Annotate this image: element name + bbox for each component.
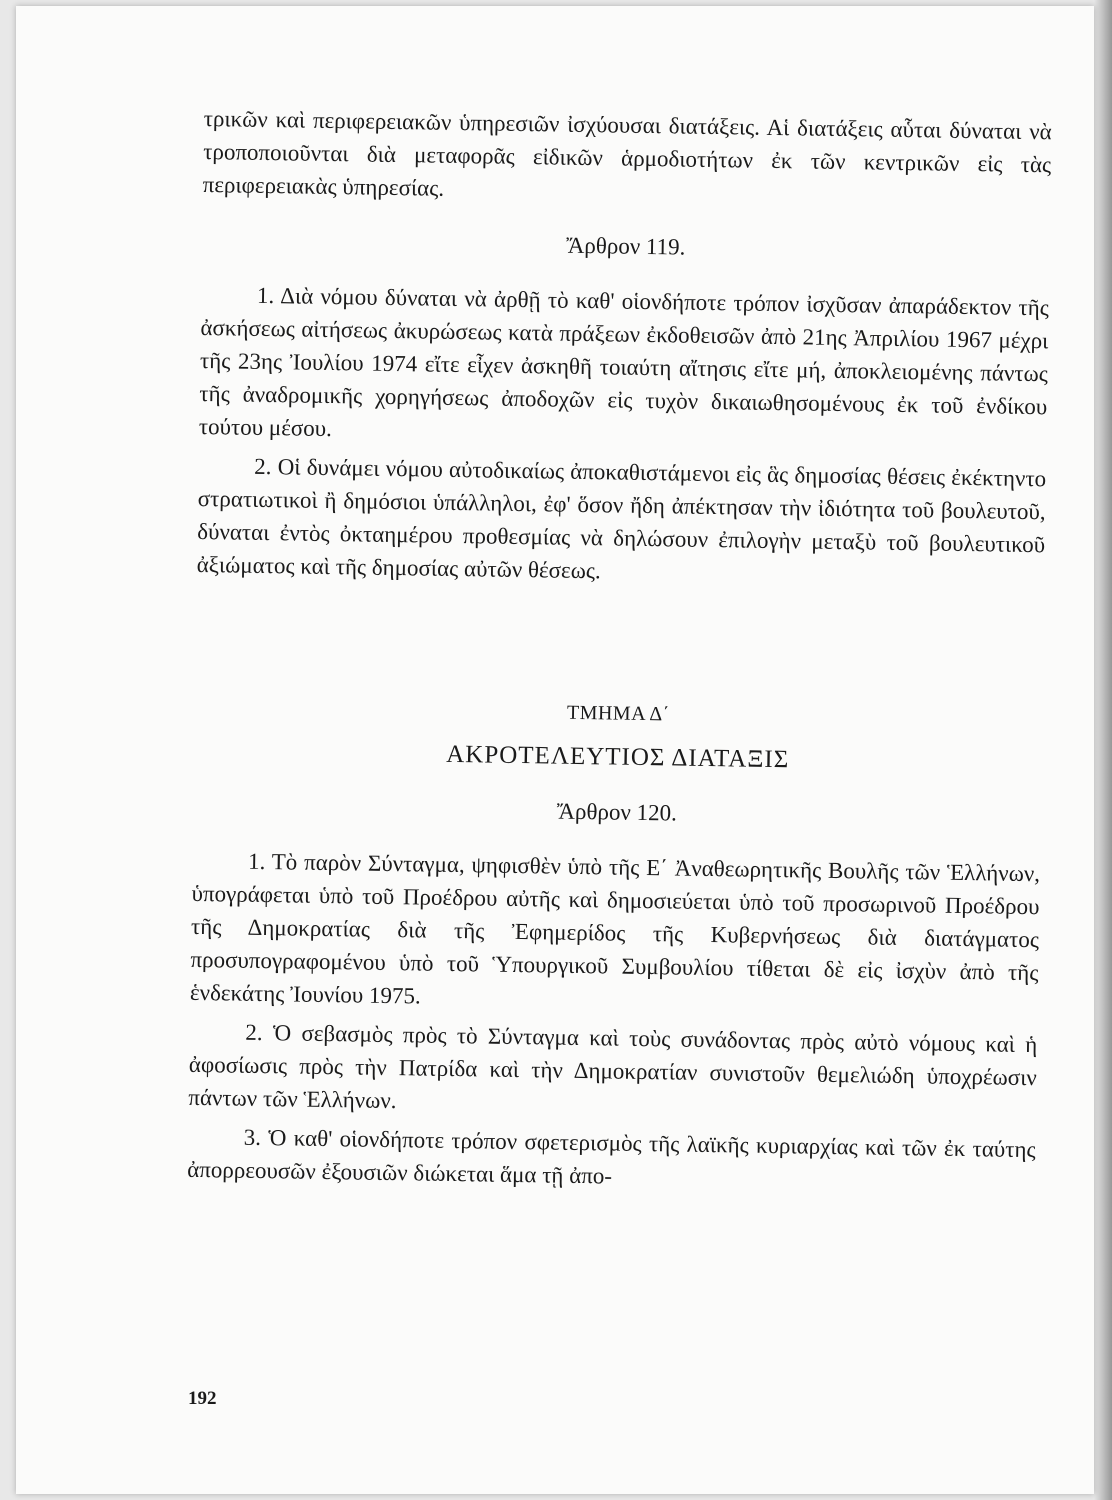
section-title: ΑΚΡΟΤΕΛΕΥΤΙΟΣ ΔΙΑΤΑΞΙΣ	[446, 740, 790, 774]
article-119-paragraph-2: 2. Οἱ δυνάμει νόμου αὐτοδικαίως ἀποκαθιστάμενοι εἰς ἃς δημοσίας θέσεις ἐκέκτηντο στρατιωτικοὶ ἢ δημόσιοι ὑπάλληλοι, ἐφ' ὅσον ἤδη ἀπέκτησαν τὴν ἰδιότητα τοῦ βουλευτοῦ, δύναται ἐντὸς ὀκταημέρου προθεσμίας νὰ δηλώσουν ἐπιλογὴν μεταξὺ τοῦ βουλευτικοῦ ἀξιώματος καὶ τῆς δημοσίας αὐτῶν θέσεως.	[196, 453, 1047, 584]
page-edge-shadow	[1094, 0, 1112, 1500]
article-119-heading: Ἄρθρον 119.	[565, 232, 686, 260]
article-120-paragraph-1: 1. Τὸ παρὸν Σύνταγμα, ψηφισθὲν ὑπὸ τῆς Ε΄ Ἀναθεωρητικῆς Βουλῆς τῶν Ἑλλήνων, ὑπογράφεται ὑπὸ τοῦ Προέδρου αὐτῆς καὶ δημοσιεύεται ὑπὸ τοῦ προσωρινοῦ Προέδρου τῆς Δημοκρατίας διὰ τῆς Ἐφημερίδος τῆς Κυβερνήσεως διὰ διατάγματος προσυπογραφομένου ὑπὸ τοῦ Ὑπουργικοῦ Συμβουλίου τίθεται δὲ εἰς ἰσχὺν ἀπὸ τῆς ἑνδεκάτης Ἰουνίου 1975.	[189, 848, 1041, 1009]
book-page	[16, 6, 1094, 1494]
article-120-heading: Ἄρθρον 120.	[556, 798, 678, 826]
section-label: ΤΜΗΜΑ Δ΄	[566, 701, 671, 726]
page-text-block	[187, 102, 1052, 1199]
article-119-paragraph-1: 1. Διὰ νόμου δύναται νὰ ἀρθῇ τὸ καθ' οἱονδήποτε τρόπον ἰσχῦσαν ἀπαράδεκτον τῆς ἀσκήσεως αἰτήσεως ἀκυρώσεως κατὰ πράξεων ἐκδοθεισῶν ἀπὸ 21ης Ἀπριλίου 1967 μέχρι τῆς 23ης Ἰουλίου 1974 εἴτε εἶχεν ἀσκηθῆ τοιαύτη αἴτησις εἴτε μή, ἀποκλειομένης πάντως τῆς ἀναδρομικῆς χορηγήσεως ἀποδοχῶν εἰς τυχὸν δικαιωθησομένους ἐκ τοῦ ἐνδίκου τούτου μέσου.	[198, 282, 1050, 442]
page-number: 192	[188, 1388, 217, 1409]
article-120-paragraph-2: 2. Ὁ σεβασμὸς πρὸς τὸ Σύνταγμα καὶ τοὺς συνάδοντας πρὸς αὐτὸ νόμους καὶ ἡ ἀφοσίωσις πρὸς τὴν Πατρίδα καὶ τὴν Δημοκρατίαν συνιστοῦν θεμελιώδη ὑποχρέωσιν πάντων τῶν Ἑλλήνων.	[188, 1019, 1038, 1114]
article-120-paragraph-3: 3. Ὁ καθ' οἱονδήποτε τρόπον σφετερισμὸς τῆς λαϊκῆς κυριαρχίας καὶ τῶν ἐκ ταύτης ἀπορρεουσῶν ἐξουσιῶν διώκεται ἅμα τῇ ἀπο-	[187, 1124, 1036, 1189]
opening-paragraph: τρικῶν καὶ περιφερειακῶν ὑπηρεσιῶν ἰσχύουσαι διατάξεις. Αἱ διατάξεις αὗται δύναται νὰ τροποποιοῦνται διὰ μεταφορᾶς εἰδικῶν ἁρμοδιοτήτων ἐκ τῶν κεντρικῶν εἰς τὰς περιφερειακὰς ὑπηρεσίας.	[202, 105, 1052, 201]
